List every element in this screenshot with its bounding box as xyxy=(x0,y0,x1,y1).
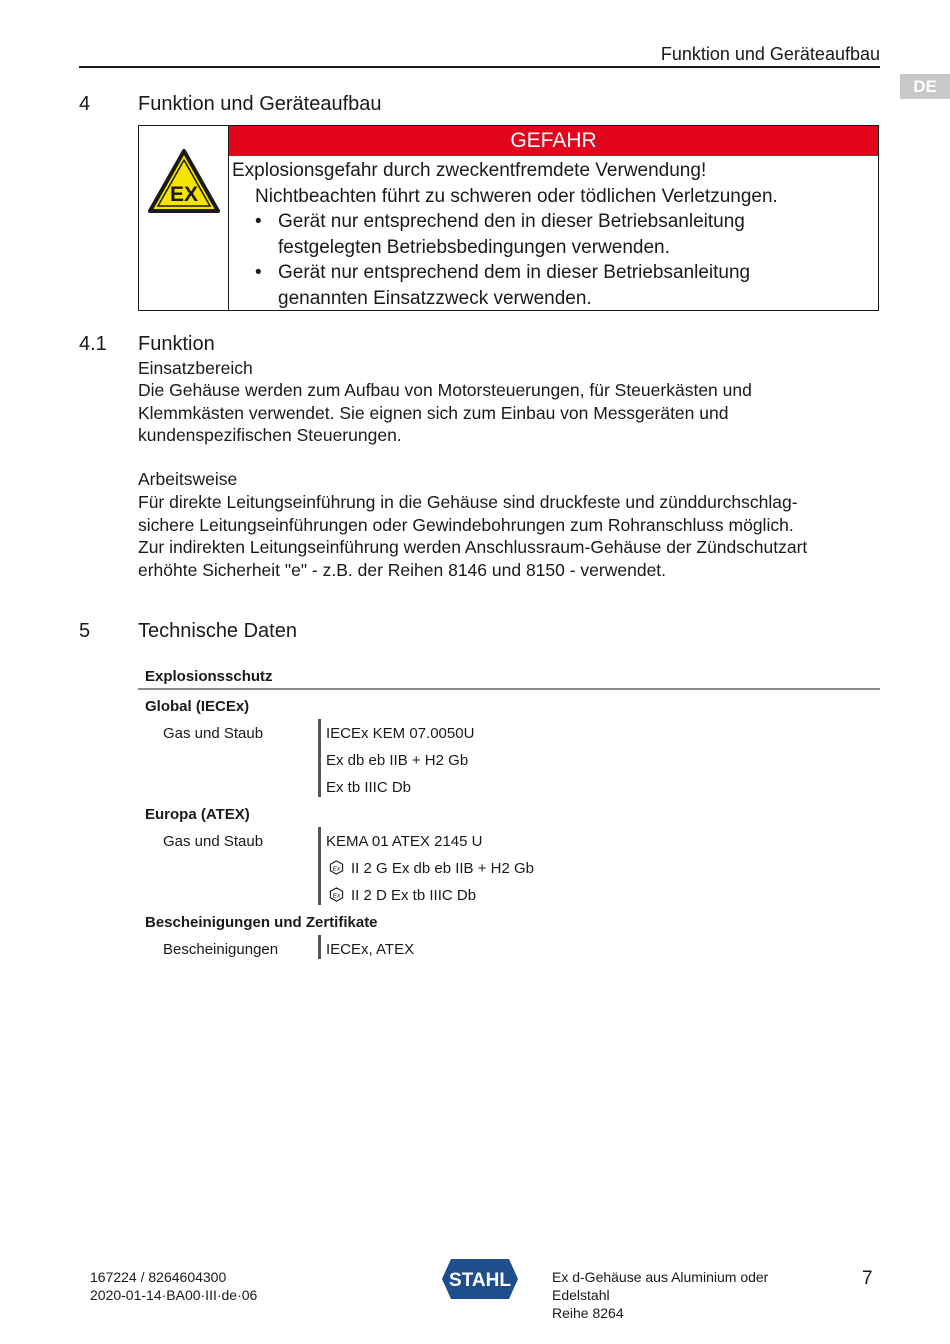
arbeitsweise-heading: Arbeitsweise xyxy=(138,469,238,489)
section-4-1-title: Funktion xyxy=(138,333,215,355)
section-4-title: Funktion und Geräteaufbau xyxy=(138,93,382,115)
table-heading-rule xyxy=(138,688,880,690)
paragraph-line: Die Gehäuse werden zum Aufbau von Motorsteuerungen, für Steuerkästen und xyxy=(138,380,752,400)
row-value: Ex db eb IIB + H2 Gb xyxy=(326,752,469,769)
danger-signal-word: GEFAHR xyxy=(229,126,878,156)
einsatzbereich-paragraph xyxy=(138,379,878,447)
row-value: KEMA 01 ATEX 2145 U xyxy=(326,833,483,850)
section-5-title: Technische Daten xyxy=(138,620,297,642)
paragraph-line: Zur indirekten Leitungseinführung werden Anschlussraum-Gehäuse der Zündschutzart xyxy=(138,537,808,557)
row-label: Gas und Staub xyxy=(163,725,264,742)
warning-text xyxy=(232,158,872,311)
running-header-title: Funktion und Geräteaufbau xyxy=(660,44,880,64)
footer-product-info xyxy=(552,1268,768,1322)
row-label: Gas und Staub xyxy=(163,833,264,850)
svg-text:EX: EX xyxy=(169,183,199,206)
product-line: Edelstahl xyxy=(552,1287,610,1303)
group-certificates: Bescheinigungen und Zertifikate xyxy=(145,914,378,931)
group-global-iecex: Global (IECEx) xyxy=(145,698,250,715)
page-number: 7 xyxy=(862,1268,873,1289)
row-value-with-ex-mark xyxy=(326,887,476,904)
group-europa-atex: Europa (ATEX) xyxy=(145,806,250,823)
doc-number: 167224 / 8264604300 xyxy=(90,1269,227,1285)
value-bar xyxy=(318,935,321,959)
product-line: Ex d-Gehäuse aus Aluminium oder xyxy=(552,1269,769,1285)
arbeitsweise-paragraph xyxy=(138,491,878,581)
warning-headline: Explosionsgefahr durch zweckentfremdete Verwendung! xyxy=(232,160,707,181)
bullet-icon: • xyxy=(255,211,262,232)
row-value: Ex tb IIIC Db xyxy=(326,779,412,796)
row-value-with-ex-mark xyxy=(326,860,534,877)
ex-hexagon-icon xyxy=(329,860,344,875)
row-label: Bescheinigungen xyxy=(163,941,279,958)
ex-hexagon-icon xyxy=(329,887,344,902)
bullet-icon: • xyxy=(255,262,262,283)
section-4-number: 4 xyxy=(79,93,91,115)
ex-warning-icon xyxy=(147,148,221,214)
language-tab: DE xyxy=(900,74,950,99)
doc-code: 2020-01-14·BA00·III·de·06 xyxy=(90,1287,258,1303)
paragraph-line: Klemmkästen verwendet. Sie eignen sich zum Einbau von Messgeräten und xyxy=(138,402,729,423)
svg-text:Ex: Ex xyxy=(332,892,341,900)
table-heading: Explosionsschutz xyxy=(145,668,273,685)
stahl-logo xyxy=(441,1258,519,1305)
warning-bullet xyxy=(232,260,872,311)
row-value: II 2 D Ex tb IIIC Db xyxy=(351,887,477,904)
section-5-number: 5 xyxy=(79,620,91,642)
stahl-logo-badge xyxy=(441,1258,519,1300)
header-rule xyxy=(79,66,880,68)
einsatzbereich-heading: Einsatzbereich xyxy=(138,358,253,378)
technical-data-table xyxy=(138,668,880,968)
value-bar xyxy=(318,719,321,797)
row-value: IECEx KEM 07.0050U xyxy=(326,725,475,742)
section-4-1-number: 4.1 xyxy=(79,333,107,355)
footer-doc-info xyxy=(90,1268,257,1304)
row-value: II 2 G Ex db eb IIB + H2 Gb xyxy=(351,860,535,877)
product-line: Reihe 8264 xyxy=(552,1305,624,1321)
value-bar xyxy=(318,827,321,905)
bullet-line: Gerät nur entsprechend den in dieser Betriebsanleitung xyxy=(278,211,745,232)
warning-consequence: Nichtbeachten führt zu schweren oder tödlichen Verletzungen. xyxy=(255,185,778,207)
row-value: IECEx, ATEX xyxy=(326,941,415,958)
warning-bullet xyxy=(232,209,872,260)
paragraph-line: Für direkte Leitungseinführung in die Gehäuse sind druckfeste und zünddurchschlag- xyxy=(138,492,798,512)
paragraph-line: erhöhte Sicherheit "e" - z.B. der Reihen 8146 und 8150 - verwendet. xyxy=(138,559,667,580)
bullet-line: festgelegten Betriebsbedingungen verwenden. xyxy=(278,236,670,258)
paragraph-line: kundenspezifischen Steuerungen. xyxy=(138,425,402,445)
svg-text:Ex: Ex xyxy=(332,865,341,873)
warning-icon-cell xyxy=(139,126,229,310)
bullet-line: Gerät nur entsprechend dem in dieser Betriebsanleitung xyxy=(278,262,751,283)
bullet-line: genannten Einsatzzweck verwenden. xyxy=(278,287,592,309)
danger-warning-box xyxy=(138,125,879,311)
logo-text: STAHL xyxy=(449,1270,511,1291)
paragraph-line: sichere Leitungseinführungen oder Gewindebohrungen zum Rohranschluss möglich. xyxy=(138,514,794,535)
